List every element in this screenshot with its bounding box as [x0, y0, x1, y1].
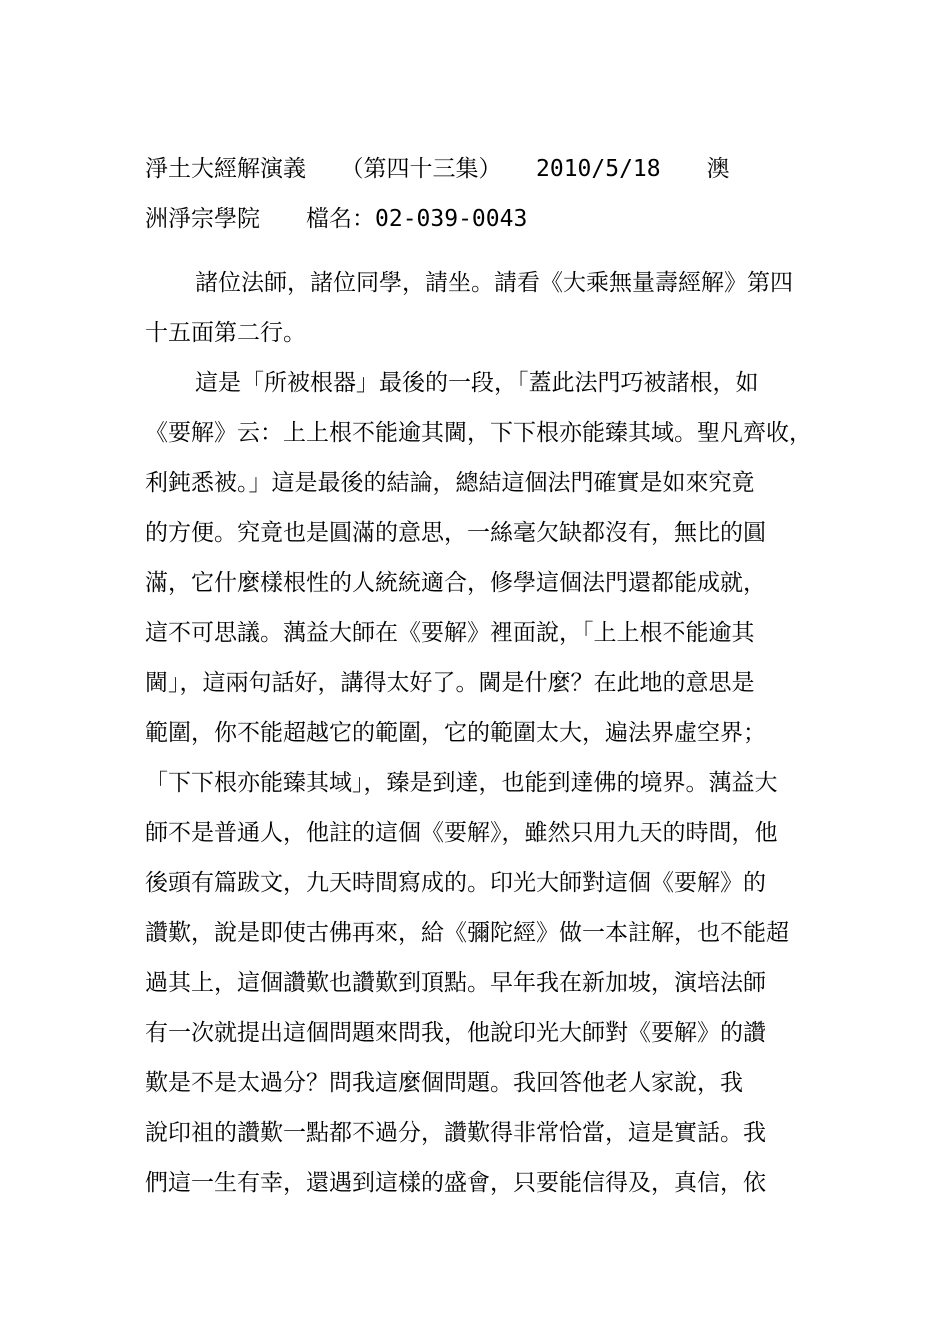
- paragraph-line: 滿，它什麼樣根性的人統統適合，修學這個法門還都能成就，: [145, 570, 766, 596]
- header-line-title: 淨土大經解演義 （第四十三集） 2010/5/18 澳: [145, 156, 730, 182]
- paragraph-line: 說印祖的讚歎一點都不過分，讚歎得非常恰當，這是實話。我: [145, 1120, 766, 1146]
- paragraph-line: 《要解》云：上上根不能逾其閫，下下根亦能臻其域。聖凡齊收，: [145, 420, 812, 446]
- paragraph-line: 十五面第二行。: [145, 320, 306, 346]
- paragraph-line: 閫」，這兩句話好，講得太好了。閫是什麼？在此地的意思是: [145, 670, 755, 696]
- paragraph-2: [145, 358, 810, 1208]
- header-line-filename: 洲淨宗學院 檔名：02-039-0043: [145, 206, 528, 232]
- paragraph-line: 這不可思議。蕅益大師在《要解》裡面說，「上上根不能逾其: [145, 620, 755, 646]
- paragraph-line: 過其上，這個讚歎也讚歎到頂點。早年我在新加坡，演培法師: [145, 970, 766, 996]
- paragraph-line: 後頭有篇跋文，九天時間寫成的。印光大師對這個《要解》的: [145, 870, 766, 896]
- paragraph-line: 讚歎，說是即使古佛再來，給《彌陀經》做一本註解，也不能超: [145, 920, 789, 946]
- document-body: [145, 258, 810, 1208]
- document-header: [145, 144, 810, 244]
- paragraph-line: 師不是普通人，他註的這個《要解》，雖然只用九天的時間，他: [145, 820, 778, 846]
- paragraph-line: 歎是不是太過分？問我這麼個問題。我回答他老人家說，我: [145, 1070, 743, 1096]
- paragraph-1: [145, 258, 810, 358]
- paragraph-line: 有一次就提出這個問題來問我，他說印光大師對《要解》的讚: [145, 1020, 766, 1046]
- paragraph-line: 這是「所被根器」最後的一段，「蓋此法門巧被諸根，如: [195, 370, 759, 396]
- paragraph-line: 們這一生有幸，還遇到這樣的盛會，只要能信得及，真信，依: [145, 1170, 766, 1196]
- paragraph-line: 利鈍悉被。」這是最後的結論，總結這個法門確實是如來究竟: [145, 470, 755, 496]
- paragraph-line: 範圍，你不能超越它的範圍，它的範圍太大，遍法界虛空界；: [145, 720, 766, 746]
- paragraph-line: 諸位法師，諸位同學，請坐。請看《大乘無量壽經解》第四: [195, 270, 793, 296]
- paragraph-line: 「下下根亦能臻其域」，臻是到達，也能到達佛的境界。蕅益大: [145, 770, 778, 796]
- paragraph-line: 的方便。究竟也是圓滿的意思，一絲毫欠缺都沒有，無比的圓: [145, 520, 766, 546]
